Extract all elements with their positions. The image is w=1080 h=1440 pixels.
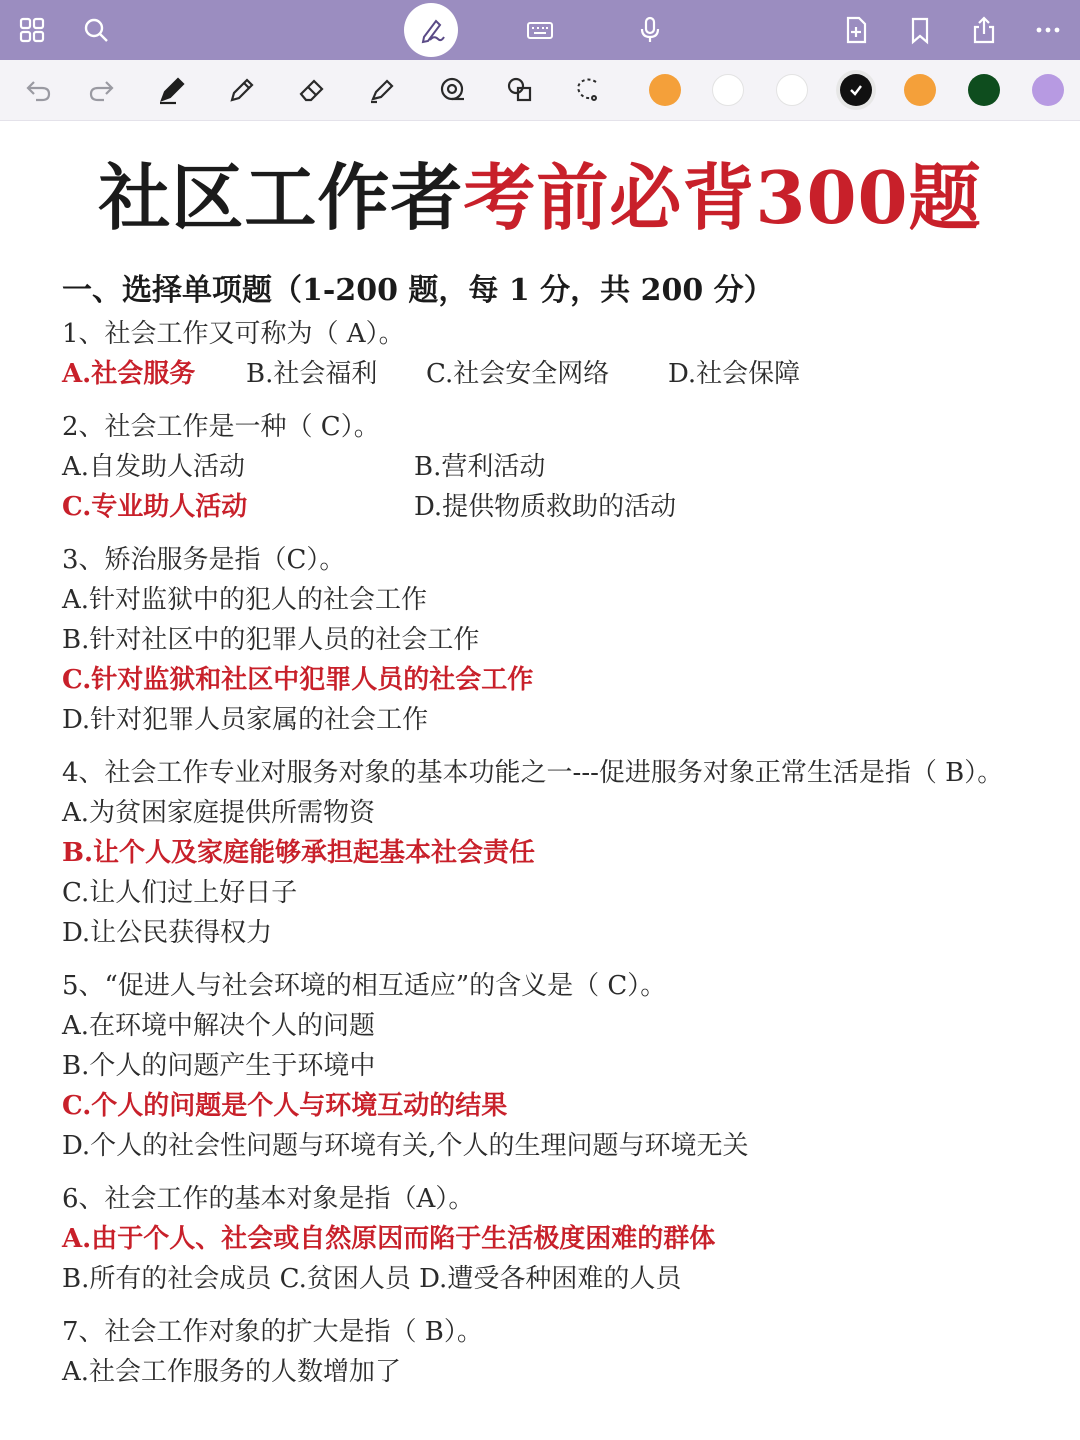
question-5: [62, 966, 1052, 1166]
grid-icon[interactable]: [10, 0, 54, 60]
options-row: [62, 447, 1052, 487]
option-c-correct: C.个人的问题是个人与环境互动的结果: [62, 1091, 508, 1121]
options-row: [62, 354, 1052, 394]
question-stem: 1、社会工作又可称为（ A）。: [62, 319, 405, 349]
option-d: D.让公民获得权力: [62, 918, 273, 948]
question-4: [62, 753, 1052, 953]
tape-icon[interactable]: [430, 68, 474, 112]
highlighter-icon[interactable]: [360, 68, 404, 112]
pencil-icon[interactable]: [220, 68, 264, 112]
option-a: A.社会工作服务的人数增加了: [62, 1357, 402, 1387]
option-d: D.提供物质救助的活动: [414, 492, 677, 522]
option-d: D.个人的社会性问题与环境有关,个人的生理问题与环境无关: [62, 1131, 749, 1161]
page-title: [0, 140, 1080, 244]
option-b-correct: B.让个人及家庭能够承担起基本社会责任: [62, 838, 536, 868]
option-a: A.为贫困家庭提供所需物资: [62, 798, 376, 828]
pen-icon[interactable]: [150, 68, 194, 112]
color-swatch-white[interactable]: [776, 74, 808, 106]
bookmark-icon[interactable]: [898, 0, 942, 60]
option-c: C.让人们过上好日子: [62, 878, 298, 908]
option-a: A.自发助人活动: [62, 452, 246, 482]
question-2: [62, 407, 1052, 527]
eraser-icon[interactable]: [290, 68, 334, 112]
color-swatch-white[interactable]: [712, 74, 744, 106]
section-heading: 一、选择单项题（1-200 题，每 1 分，共 200 分）: [62, 273, 774, 308]
keyboard-icon[interactable]: [518, 0, 562, 60]
color-swatch-black-selected[interactable]: [840, 74, 872, 106]
pen-handwriting-icon[interactable]: [404, 3, 458, 57]
question-stem: 7、社会工作对象的扩大是指（ B）。: [62, 1317, 483, 1347]
question-7: [62, 1312, 1052, 1392]
question-6: [62, 1179, 1052, 1299]
option-b: B.针对社区中的犯罪人员的社会工作: [62, 625, 480, 655]
question-3: [62, 540, 1052, 740]
color-swatch-orange[interactable]: [649, 74, 681, 106]
option-a: A.在环境中解决个人的问题: [62, 1011, 376, 1041]
add-page-icon[interactable]: [834, 0, 878, 60]
title-black-part: 社区工作者: [98, 155, 464, 240]
option-d: D.针对犯罪人员家属的社会工作: [62, 705, 429, 735]
drawing-toolbar: [0, 60, 1080, 121]
color-swatch-orange[interactable]: [904, 74, 936, 106]
question-stem: 5、“促进人与社会环境的相互适应”的含义是（ C）。: [62, 971, 667, 1001]
share-icon[interactable]: [962, 0, 1006, 60]
document-content: [62, 268, 1052, 1392]
option-a-correct: A.由于个人、社会或自然原因而陷于生活极度困难的群体: [62, 1224, 716, 1254]
option-c: C.社会安全网络: [426, 359, 610, 389]
option-b: B.社会福利: [246, 359, 378, 389]
option-a: A.针对监狱中的犯人的社会工作: [62, 585, 428, 615]
option-c-correct: C.针对监狱和社区中犯罪人员的社会工作: [62, 665, 534, 695]
microphone-icon[interactable]: [628, 0, 672, 60]
lasso-icon[interactable]: [566, 68, 610, 112]
title-red-part: 考前必背300题: [463, 155, 982, 240]
top-app-bar: [0, 0, 1080, 60]
question-stem: 6、社会工作的基本对象是指（A）。: [62, 1184, 475, 1214]
color-swatch-lavender[interactable]: [1032, 74, 1064, 106]
option-d: D.社会保障: [668, 359, 801, 389]
undo-icon[interactable]: [16, 68, 60, 112]
more-icon[interactable]: [1026, 0, 1070, 60]
shapes-icon[interactable]: [498, 68, 542, 112]
options-row: [62, 487, 1052, 527]
redo-icon[interactable]: [80, 68, 124, 112]
question-1: [62, 314, 1052, 394]
option-a-correct: A.社会服务: [62, 359, 196, 389]
question-stem: 2、社会工作是一种（ C）。: [62, 412, 380, 442]
option-c-correct: C.专业助人活动: [62, 492, 248, 522]
options-bcd: B.所有的社会成员 C.贫困人员 D.遭受各种困难的人员: [62, 1264, 682, 1294]
question-stem: 4、社会工作专业对服务对象的基本功能之一---促进服务对象正常生活是指（ B）。: [62, 758, 1004, 788]
option-b: B.营利活动: [414, 452, 546, 482]
search-icon[interactable]: [74, 0, 118, 60]
color-swatch-dark-green[interactable]: [968, 74, 1000, 106]
question-stem: 3、矫治服务是指（C）。: [62, 545, 346, 575]
option-b: B.个人的问题产生于环境中: [62, 1051, 376, 1081]
